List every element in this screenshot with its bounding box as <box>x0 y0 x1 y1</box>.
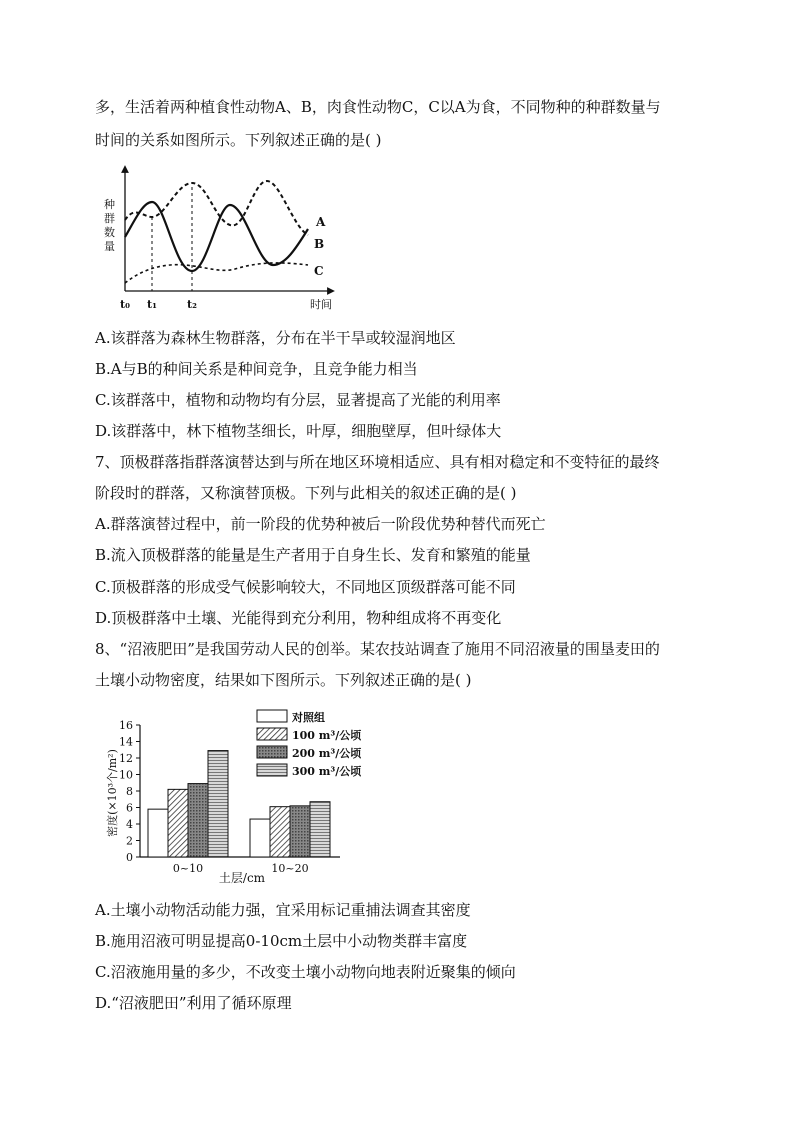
q7-stem-line-2: 阶段时的群落，又称演替顶极。下列与此相关的叙述正确的是( ) <box>95 484 517 502</box>
y-label-char-3: 数 <box>104 226 115 239</box>
q8-option-b: B.施用沼液可明显提高0-10cm土层中小动物类群丰富度 <box>95 932 468 950</box>
legend-swatch-3 <box>257 746 287 758</box>
y-label-char-2: 群 <box>104 212 115 225</box>
bar-2-2 <box>270 807 290 857</box>
chart-x-label: 土层/cm <box>218 871 266 885</box>
tick-t1: t₁ <box>147 298 157 311</box>
y-label-char-4: 量 <box>104 240 115 253</box>
q6-option-c: C.该群落中，植物和动物均有分层，显著提高了光能的利用率 <box>95 391 501 409</box>
density-bar-chart <box>100 705 400 890</box>
chart-y-label: 密度(×10³个/m²) <box>106 749 119 837</box>
legend-label-1: 对照组 <box>292 711 325 724</box>
legend-label-4: 300 m³/公顷 <box>292 765 362 778</box>
y-tick-label-8: 8 <box>126 785 133 798</box>
y-tick-label-6: 6 <box>126 801 133 815</box>
q6-option-b: B.A与B的种间关系是种间竞争，且竞争能力相当 <box>95 360 418 378</box>
intro-line-2: 时间的关系如图所示。下列叙述正确的是( ) <box>95 131 382 149</box>
q8-option-c: C.沼液施用量的多少，不改变土壤小动物向地表附近聚集的倾向 <box>95 963 516 981</box>
tick-t2: t₂ <box>187 298 197 311</box>
bar-2-3 <box>290 806 310 857</box>
y-tick-label-10: 10 <box>119 768 133 782</box>
y-tick-label-2: 2 <box>126 834 133 848</box>
y-tick-label-0: 0 <box>126 851 133 864</box>
legend-label-2: 100 m³/公顷 <box>292 729 362 742</box>
bar-2-4 <box>310 802 330 857</box>
curve-label-c: C <box>314 264 324 278</box>
y-tick-label-4: 4 <box>126 818 133 831</box>
q7-option-d: D.顶极群落中土壤、光能得到充分利用，物种组成将不再变化 <box>95 609 502 627</box>
bar-1-3 <box>188 784 208 857</box>
legend-label-3: 200 m³/公顷 <box>292 747 362 760</box>
legend-swatch-4 <box>257 764 287 776</box>
q6-option-a: A.该群落为森林生物群落，分布在半干旱或较湿润地区 <box>95 329 456 347</box>
y-tick-label-14: 14 <box>119 735 133 749</box>
q8-option-d: D.“沼液肥田”利用了循环原理 <box>95 994 292 1012</box>
bar-2-1 <box>250 819 270 857</box>
bar-1-2 <box>168 789 188 857</box>
q8-stem-line-2: 土壤小动物密度，结果如下图所示。下列叙述正确的是( ) <box>95 671 472 689</box>
q8-stem-line-1: 8、“沼液肥田”是我国劳动人民的创举。某农技站调查了施用不同沼液量的围垦麦田的 <box>95 640 660 658</box>
q8-option-a: A.土壤小动物活动能力强，宜采用标记重捕法调查其密度 <box>95 901 471 919</box>
population-figure <box>95 165 345 315</box>
x-tick-label-2: 10~20 <box>271 862 309 875</box>
q7-option-c: C.顶极群落的形成受气候影响较大，不同地区顶级群落可能不同 <box>95 578 516 596</box>
y-tick-label-16: 16 <box>119 719 133 732</box>
q7-option-b: B.流入顶极群落的能量是生产者用于自身生长、发育和繁殖的能量 <box>95 546 531 564</box>
curve-label-b: B <box>314 237 325 251</box>
tick-t0: t₀ <box>120 298 130 311</box>
x-tick-label-1: 0~10 <box>172 862 204 875</box>
curve-label-a: A <box>316 215 326 229</box>
q6-option-d: D.该群落中，林下植物茎细长，叶厚，细胞壁厚，但叶绿体大 <box>95 422 502 440</box>
y-label-char-1: 种 <box>104 198 115 211</box>
bar-1-1 <box>148 809 168 857</box>
y-tick-label-12: 12 <box>119 752 133 765</box>
legend-swatch-2 <box>257 728 287 740</box>
q7-option-a: A.群落演替过程中，前一阶段的优势种被后一阶段优势种替代而死亡 <box>95 515 546 533</box>
legend-swatch-1 <box>257 710 287 722</box>
intro-line-1: 多，生活着两种植食性动物A、B，肉食性动物C，C以A为食，不同物种的种群数量与 <box>95 98 661 116</box>
bar-1-4 <box>208 751 228 857</box>
x-label: 时间 <box>310 298 332 311</box>
q7-stem-line-1: 7、顶极群落指群落演替达到与所在地区环境相适应、具有相对稳定和不变特征的最终 <box>95 453 660 471</box>
